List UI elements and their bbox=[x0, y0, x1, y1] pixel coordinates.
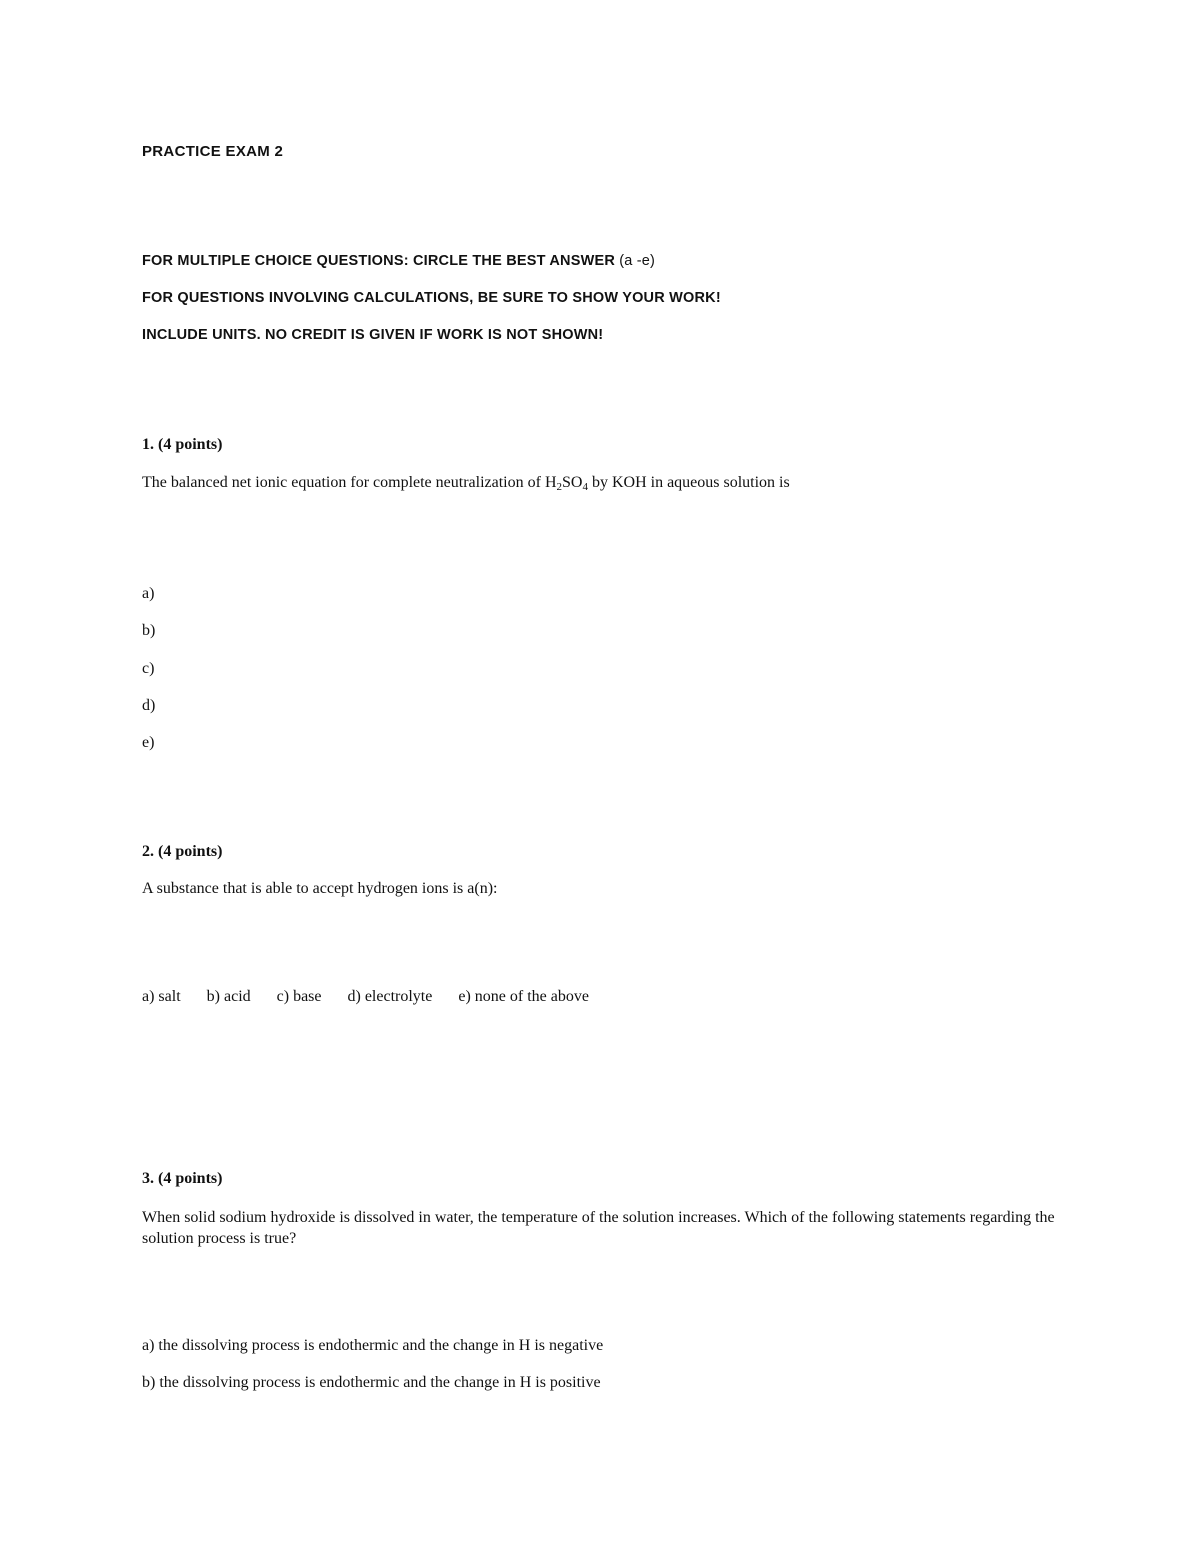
question-1-option-b[interactable]: b) bbox=[142, 622, 156, 639]
question-2-options bbox=[142, 988, 611, 1006]
question-3-option-a[interactable]: a) the dissolving process is endothermic and the change in H is negative bbox=[142, 1337, 604, 1354]
instruction-range: (a -e) bbox=[619, 253, 656, 269]
question-1-text-part: by KOH in aqueous solution is bbox=[587, 474, 790, 491]
question-1-text-part: SO bbox=[562, 474, 583, 491]
page-title: PRACTICE EXAM 2 bbox=[142, 143, 284, 160]
question-2-text: A substance that is able to accept hydrogen ions is a(n): bbox=[142, 880, 498, 897]
question-2-option-e[interactable]: e) none of the above bbox=[458, 988, 589, 1005]
question-3-option-b[interactable]: b) the dissolving process is endothermic and the change in H is positive bbox=[142, 1374, 601, 1391]
instruction-units: INCLUDE UNITS. NO CREDIT IS GIVEN IF WORK IS NOT SHOWN! bbox=[142, 327, 604, 343]
question-1-option-e[interactable]: e) bbox=[142, 734, 155, 751]
question-2-option-c[interactable]: c) base bbox=[276, 988, 322, 1005]
instruction-multiple-choice bbox=[142, 253, 655, 269]
question-1-option-a[interactable]: a) bbox=[142, 585, 155, 602]
question-2-option-b[interactable]: b) acid bbox=[206, 988, 251, 1005]
question-1-option-c[interactable]: c) bbox=[142, 660, 155, 677]
question-1-text bbox=[142, 474, 790, 492]
question-1-option-d[interactable]: d) bbox=[142, 697, 156, 714]
instruction-multiple-choice-text: FOR MULTIPLE CHOICE QUESTIONS: CIRCLE THE BEST ANSWER bbox=[142, 253, 615, 269]
question-3-text: When solid sodium hydroxide is dissolved in water, the temperature of the solution increases. Which of the following statements regarding the solution process is true? bbox=[142, 1209, 1055, 1247]
question-1-header: 1. (4 points) bbox=[142, 436, 223, 453]
question-2-header: 2. (4 points) bbox=[142, 843, 223, 860]
subscript: 4 bbox=[582, 481, 588, 493]
subscript: 2 bbox=[556, 481, 562, 493]
question-2-option-a[interactable]: a) salt bbox=[142, 988, 181, 1005]
question-2-option-d[interactable]: d) electrolyte bbox=[347, 988, 433, 1005]
instruction-calculations: FOR QUESTIONS INVOLVING CALCULATIONS, BE SURE TO SHOW YOUR WORK! bbox=[142, 290, 721, 306]
question-1-text-part: The balanced net ionic equation for complete neutralization of H bbox=[142, 474, 557, 491]
question-3-header: 3. (4 points) bbox=[142, 1170, 223, 1187]
